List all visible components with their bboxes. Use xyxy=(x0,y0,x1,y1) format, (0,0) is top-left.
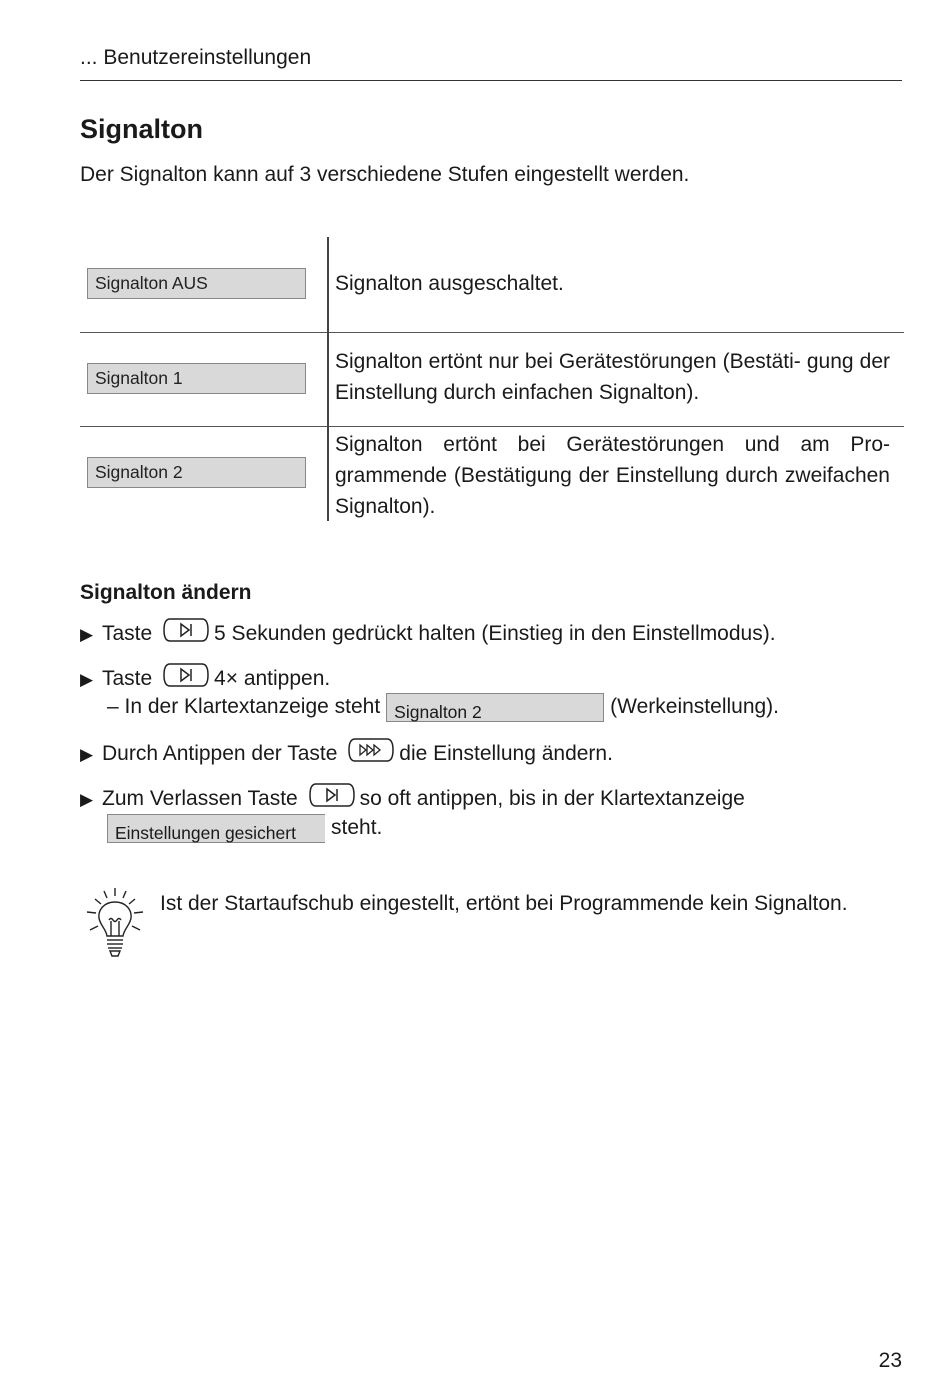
display-text-box: Signalton 2 xyxy=(386,693,604,722)
play-skip-key-icon xyxy=(162,617,210,652)
display-text-box: Einstellungen gesichert xyxy=(107,814,325,843)
display-text-box: Signalton 1 xyxy=(87,363,306,394)
section-title: Signalton ändern xyxy=(80,581,252,604)
setting-description: Signalton ertönt nur bei Gerätestörungen (Bestäti- gung der Einstellung durch einfachen Signalton). xyxy=(335,350,890,404)
intro-text: Der Signalton kann auf 3 verschiedene Stufen eingestellt werden. xyxy=(80,163,690,186)
step-2: ▶ Taste 4× antippen. xyxy=(80,662,330,697)
settings-row xyxy=(80,237,904,333)
step-4-line-2: Einstellungen gesichert steht. xyxy=(107,813,382,843)
step-3: ▶ Durch Antippen der Taste die Einstellung ändern. xyxy=(80,737,613,772)
setting-description: Signalton ausgeschaltet. xyxy=(335,272,564,295)
running-header: ... Benutzereinstellungen xyxy=(80,46,902,81)
step-2-result: – In der Klartextanzeige steht Signalton 2 (Werkeinstellung). xyxy=(107,692,779,722)
play-skip-key-icon xyxy=(308,782,356,817)
display-text-box: Signalton 2 xyxy=(87,457,306,488)
bullet-triangle-icon: ▶ xyxy=(80,745,94,765)
fast-forward-key-icon xyxy=(347,737,395,772)
column-divider xyxy=(327,237,329,521)
settings-row xyxy=(80,426,904,521)
page-title: Signalton xyxy=(80,114,203,144)
settings-row xyxy=(80,332,904,427)
page-number: 23 xyxy=(878,1349,902,1372)
bullet-triangle-icon: ▶ xyxy=(80,625,94,645)
note-text: Ist der Startaufschub eingestellt, ertönt bei Programmende kein Signalton. xyxy=(160,892,848,915)
bullet-triangle-icon: ▶ xyxy=(80,790,94,810)
step-4: ▶ Zum Verlassen Taste so oft antippen, bis in der Klartextanzeige xyxy=(80,782,745,817)
display-text-box: Signalton AUS xyxy=(87,268,306,299)
lightbulb-icon xyxy=(82,886,148,969)
setting-description: Signalton ertönt bei Gerätestörungen und am Pro- grammende (Bestätigung der Einstellung durch zweifachen Signalton). xyxy=(335,433,890,518)
bullet-triangle-icon: ▶ xyxy=(80,670,94,690)
step-1: ▶ Taste 5 Sekunden gedrückt halten (Einstieg in den Einstellmodus). xyxy=(80,617,776,652)
